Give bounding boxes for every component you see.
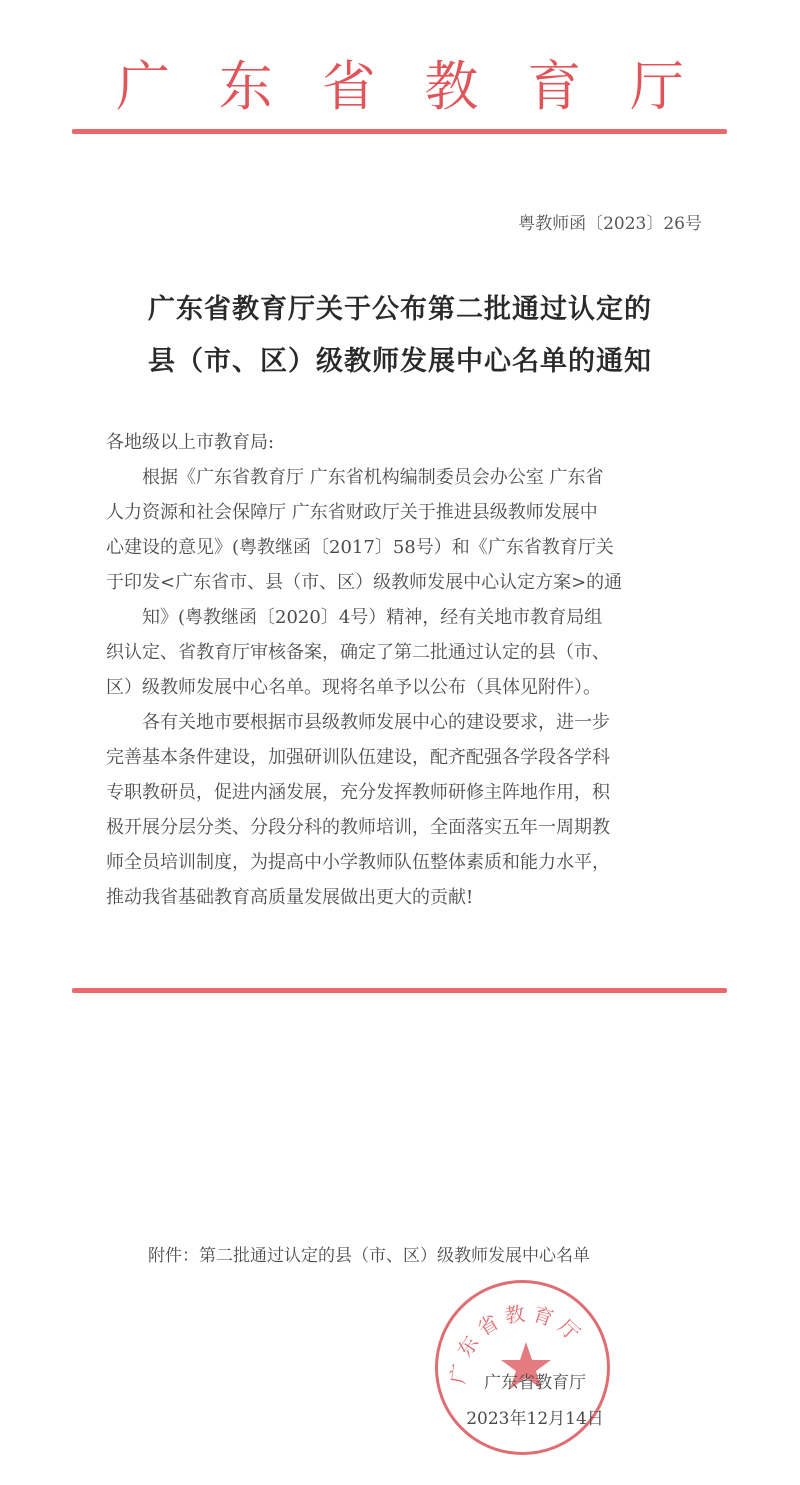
title-line-2: 县（市、区）级教师发展中心名单的通知 [148,346,652,377]
text-line: 人力资源和社会保障厅 广东省财政厅关于推进县级教师发展中 [106,502,598,523]
text-line: 织认定、省教育厅审核备案，确定了第二批通过认定的县（市、 [106,642,610,663]
signature-block [440,1365,630,1437]
issuer-name: 广东省教育厅 [484,1373,586,1393]
text-line: 完善基本条件建设，加强研训队伍建设，配齐配强各学段各学科 [106,747,610,768]
text-line: 推动我省基础教育高质量发展做出更大的贡献! [106,887,474,908]
text-line: 各有关地市要根据市县级教师发展中心的建设要求，进一步 [142,712,610,733]
text-line: 专职教研员，促进内涵发展，充分发挥教师研修主阵地作用，积 [106,782,610,803]
text-line: 根据《广东省教育厅 广东省机构编制委员会办公室 广东省 [142,467,604,488]
salutation: 各地级以上市教育局: [106,432,275,453]
seal-ring-label: 广东省教育厅 [445,1300,589,1386]
text-line: 师全员培训制度，为提高中小学教师队伍整体素质和能力水平， [106,852,610,873]
text-line: 于印发<广东省市、县（市、区）级教师发展中心认定方案>的通 [106,572,623,593]
masthead-char: 东 [218,55,273,118]
masthead [0,52,800,122]
text-line: 极开展分层分类、分段分科的教师培训，全面落实五年一周期教 [106,817,610,838]
text-line: 区）级教师发展中心名单。现将名单予以公布（具体见附件）。 [106,677,601,698]
document-title [0,284,800,388]
masthead-char: 厅 [629,55,684,118]
paragraph-2 [106,705,711,915]
header-divider [72,129,727,134]
document-number: 粤教师函〔2023〕26号 [518,214,702,234]
issue-date: 2023年12月14日 [466,1409,604,1429]
paragraph-1 [106,460,711,705]
title-line-1: 广东省教育厅关于公布第二批通过认定的 [148,294,652,325]
attachment-note: 附件：第二批通过认定的县（市、区）级教师发展中心名单 [148,1246,590,1266]
masthead-char: 省 [321,55,376,118]
masthead-char: 广 [116,55,170,118]
masthead-char: 育 [527,55,582,118]
masthead-title [116,52,684,122]
body-divider [72,988,727,993]
document-body [106,425,711,915]
text-line: 知》(粤教继函〔2020〕4号）精神，经有关地市教育局组 [142,607,603,628]
text-line: 心建设的意见》(粤教继函〔2017〕58号）和《广东省教育厅关 [106,537,614,558]
masthead-char: 教 [424,55,479,118]
